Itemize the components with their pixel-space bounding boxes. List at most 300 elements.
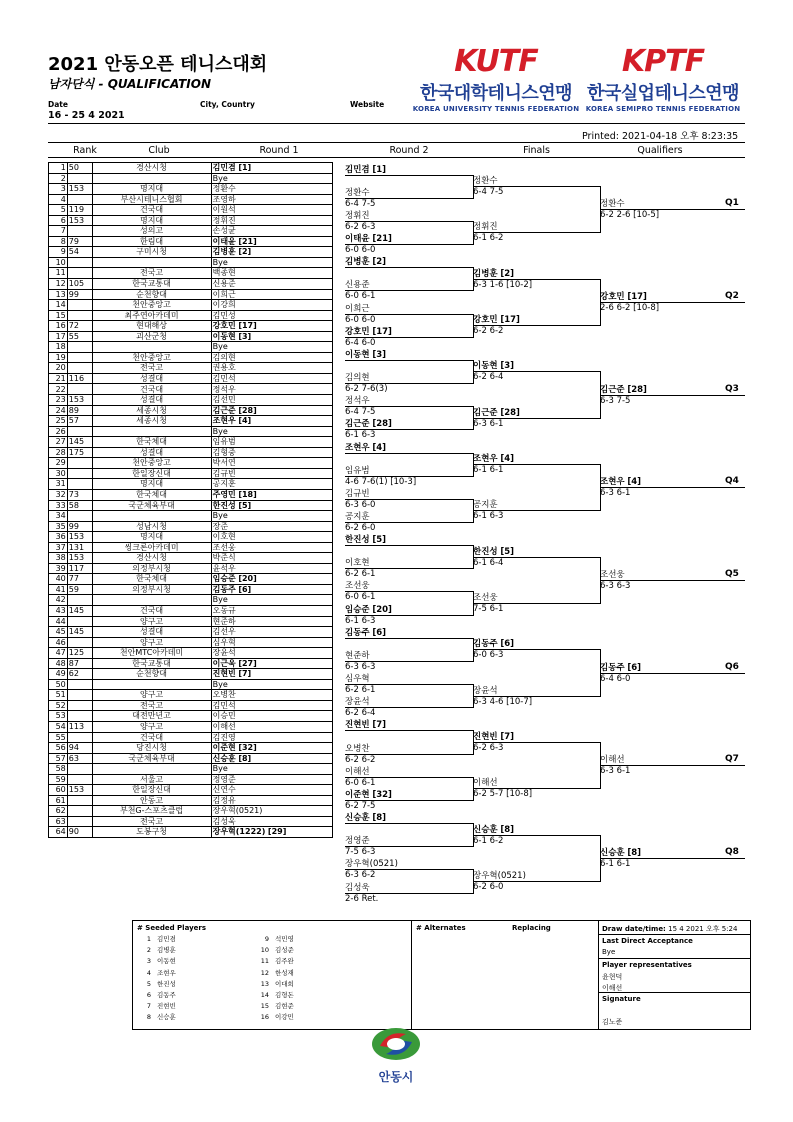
winner-seed: [8]: [627, 847, 642, 858]
player-name: 신용준: [212, 279, 236, 289]
finals-entry-name: [473, 593, 498, 603]
draw-club: [92, 257, 211, 268]
player-name: 장우혁(0521): [212, 806, 263, 816]
player-name: Bye: [212, 595, 228, 605]
finals-entry-score: 6-2 6-4: [473, 372, 504, 383]
draw-club: 순천향대: [92, 669, 211, 680]
round2-entry-name: [345, 605, 392, 615]
draw-club: 경산시청: [92, 553, 211, 564]
draw-player: [211, 194, 332, 205]
draw-rank: [67, 342, 92, 353]
draw-rank: 54: [67, 247, 92, 258]
finals-entry-name: [473, 408, 520, 418]
draw-position: 43: [49, 605, 68, 616]
qualifier-entry-score: 6-3 7-5: [600, 395, 631, 406]
draw-row: [49, 194, 333, 205]
draw-position: 51: [49, 690, 68, 701]
draw-club: 당진시청: [92, 743, 211, 754]
draw-player: [211, 743, 332, 754]
seeded-player: [137, 979, 252, 990]
winner-seed: [28]: [372, 419, 392, 430]
draw-player: [211, 553, 332, 564]
qualifier-entry-score: 6-3 6-1: [600, 488, 631, 499]
player-name: 장우혁(1222): [212, 827, 266, 837]
draw-player: [211, 658, 332, 669]
draw-player: [211, 511, 332, 522]
draw-row: [49, 426, 333, 437]
player-seed: [18]: [238, 489, 257, 499]
player-name: Bye: [212, 511, 228, 521]
draw-player: [211, 563, 332, 574]
draw-player: [211, 437, 332, 448]
draw-player: [211, 416, 332, 427]
winner-name: 정휘진: [345, 210, 370, 221]
finals-entry-name: [473, 454, 514, 464]
player-name: 김성욱: [212, 816, 236, 826]
draw-player: [211, 268, 332, 279]
draw-row: [49, 605, 333, 616]
seed-player-name: 김병훈: [157, 946, 176, 955]
qualifier-entry-name: [600, 292, 647, 302]
draw-player: [211, 489, 332, 500]
draw-row: [49, 352, 333, 363]
round2-entry-line: [345, 175, 473, 176]
draw-player: [211, 300, 332, 311]
player-seed: [3]: [238, 331, 252, 341]
draw-row: [49, 226, 333, 237]
seed-player-name: 신승훈: [157, 1013, 176, 1022]
draw-row: [49, 468, 333, 479]
qualifier-label: Q1: [725, 198, 739, 209]
winner-name: 이해선: [345, 766, 370, 777]
round2-entry-name: [345, 396, 370, 406]
finals-entry-name: [473, 871, 526, 881]
draw-rank: [67, 352, 92, 363]
seed-player-name: 조현우: [157, 968, 176, 977]
draw-club: [92, 511, 211, 522]
draw-row: [49, 700, 333, 711]
round2-entry-score: 6-0 6-1: [345, 291, 376, 302]
finals-entry-name: [473, 639, 514, 649]
kptf-korean-name: 한국실업테니스연맹: [587, 83, 739, 104]
draw-player: [211, 500, 332, 511]
winner-name: 김의현: [345, 373, 370, 384]
draw-player: [211, 753, 332, 764]
seeded-player: [255, 1012, 370, 1023]
draw-rank: 153: [67, 532, 92, 543]
draw-position: 13: [49, 289, 68, 300]
round2-entry-score: 6-2 6-2: [345, 754, 376, 765]
draw-player: [211, 447, 332, 458]
draw-rank: 55: [67, 331, 92, 342]
player-name: 김규빈: [212, 468, 236, 478]
player-name: 김정유: [212, 795, 236, 805]
winner-name: 신승훈: [345, 813, 370, 824]
draw-rank: 153: [67, 553, 92, 564]
draw-player: [211, 384, 332, 395]
seeded-player: [255, 934, 370, 945]
qualifier-entry-score: 6-3 6-3: [600, 580, 631, 591]
winner-name: 김동주: [600, 662, 625, 673]
draw-row: [49, 215, 333, 226]
player-seed: [20]: [238, 574, 257, 584]
draw-player: [211, 395, 332, 406]
draw-rank: [67, 774, 92, 785]
draw-player: [211, 321, 332, 332]
draw-club: 전국고: [92, 363, 211, 374]
winner-seed: [7]: [372, 720, 387, 731]
draw-position: 20: [49, 363, 68, 374]
draw-player: [211, 163, 332, 174]
page-title: 2021 안동오픈 테니스대회: [48, 54, 268, 75]
winner-name: 정환수: [473, 176, 498, 187]
player-name: 이동현: [212, 331, 236, 341]
draw-rank: [67, 700, 92, 711]
draw-club: 양구고: [92, 637, 211, 648]
draw-player: [211, 732, 332, 743]
winner-name: 정환수: [600, 199, 625, 210]
round2-entry-score: 6-2 6-1: [345, 569, 376, 580]
round2-entry-name: [345, 836, 370, 846]
qualifier-entry-score: 6-1 6-1: [600, 858, 631, 869]
col-rank-header: Rank: [73, 145, 97, 156]
draw-datetime-label: Draw date/time:: [602, 925, 666, 933]
draw-club: 성결대: [92, 627, 211, 638]
winner-name: 이준현: [345, 789, 370, 800]
seeded-player: [255, 979, 370, 990]
player-name: 김근준: [212, 405, 236, 415]
qualifier-entry-name: [600, 848, 641, 858]
draw-club: 국군체육부대: [92, 753, 211, 764]
winner-name: 김근준: [600, 384, 625, 395]
round2-entry-score: 2-6 Ret.: [345, 893, 379, 904]
round2-entry-name: [345, 883, 370, 893]
draw-player: [211, 426, 332, 437]
draw-row: [49, 785, 333, 796]
player-name: 장윤석: [212, 648, 236, 658]
draw-position: 44: [49, 616, 68, 627]
alternates-title: # Alternates: [416, 924, 466, 932]
draw-player: [211, 373, 332, 384]
draw-player: [211, 184, 332, 195]
winner-name: 김근준: [473, 407, 498, 418]
draw-position: 15: [49, 310, 68, 321]
draw-position: 18: [49, 342, 68, 353]
draw-row: [49, 384, 333, 395]
draw-club: 부산시테니스협회: [92, 194, 211, 205]
seed-player-name: 이동현: [157, 957, 176, 966]
kptf-logo: [582, 44, 744, 113]
qualifier-entry-score: 2-6 6-2 [10-8]: [600, 302, 660, 313]
draw-rank: [67, 479, 92, 490]
finals-entry-name: [473, 732, 514, 742]
player-seed: [7]: [238, 669, 252, 679]
draw-player: [211, 806, 332, 817]
draw-rank: 90: [67, 827, 92, 838]
player-seed: [4]: [238, 416, 252, 426]
winner-seed: [17]: [627, 291, 647, 302]
round2-entry-line: [345, 453, 473, 454]
draw-row: [49, 679, 333, 690]
player-name: 오동규: [212, 605, 236, 615]
draw-rank: 153: [67, 395, 92, 406]
seeded-player: [137, 1001, 252, 1012]
winner-seed: [6]: [372, 627, 387, 638]
qualifier-entry-score: 6-2 2-6 [10-5]: [600, 210, 660, 221]
draw-player: [211, 595, 332, 606]
draw-rank: [67, 679, 92, 690]
city-label: City, Country: [200, 100, 255, 109]
draw-player: [211, 532, 332, 543]
draw-position: 1: [49, 163, 68, 174]
round2-entry-name: [345, 628, 386, 638]
winner-seed: [28]: [627, 384, 647, 395]
draw-player: [211, 468, 332, 479]
date-value: 16 - 25 4 2021: [48, 110, 125, 121]
player-name: 김의현: [212, 352, 236, 362]
winner-name: 장우혁(0521): [345, 859, 398, 870]
draw-club: 건국대: [92, 732, 211, 743]
draw-row: [49, 795, 333, 806]
player-name: 임유범: [212, 437, 236, 447]
draw-rank: 145: [67, 605, 92, 616]
round2-entry-score: 6-2 7-5: [345, 800, 376, 811]
round2-entry-score: 6-2 6-4: [345, 708, 376, 719]
seed-number: 13: [260, 979, 269, 988]
draw-position: 21: [49, 373, 68, 384]
round2-entry-name: [345, 651, 370, 661]
draw-club: 성결대: [92, 395, 211, 406]
player-name: 현준하: [212, 616, 236, 626]
seeded-player: [137, 945, 252, 956]
draw-row: [49, 163, 333, 174]
footer-panel: [132, 920, 751, 1030]
player-name: 김민겸: [212, 163, 236, 173]
draw-position: 30: [49, 468, 68, 479]
draw-position: 6: [49, 215, 68, 226]
player-name: 김민성: [212, 310, 236, 320]
finals-entry-name: [473, 315, 520, 325]
draw-rank: 125: [67, 648, 92, 659]
draw-club: 명지대: [92, 215, 211, 226]
winner-name: 이태윤: [345, 234, 370, 245]
draw-player: [211, 795, 332, 806]
draw-club: 경산시청: [92, 163, 211, 174]
draw-rank: 72: [67, 321, 92, 332]
round2-entry-line: [345, 360, 473, 361]
draw-row: [49, 489, 333, 500]
draw-club: [92, 342, 211, 353]
draw-row: [49, 753, 333, 764]
player-name: 김민석: [212, 700, 236, 710]
draw-player: [211, 764, 332, 775]
seed-player-name: 이대희: [275, 979, 294, 988]
player-name: Bye: [212, 426, 228, 436]
finals-entry-name: [473, 176, 498, 186]
draw-row: [49, 405, 333, 416]
draw-row: [49, 816, 333, 827]
player-seed: [2]: [238, 247, 252, 257]
qualifier-label: Q3: [725, 383, 739, 394]
winner-name: 조선웅: [600, 569, 625, 580]
draw-club: 현대해상: [92, 321, 211, 332]
finals-entry-score: 6-2 6-3: [473, 743, 504, 753]
round2-entry-name: [345, 304, 370, 314]
alternates-section: [412, 921, 599, 1029]
qualifier-entry-name: [600, 663, 641, 673]
draw-rank: [67, 194, 92, 205]
officials-section: [599, 921, 750, 1029]
draw-rank: [67, 595, 92, 606]
draw-row: [49, 574, 333, 585]
player-name: 정환수: [212, 184, 236, 194]
round2-entry-name: [345, 188, 370, 198]
draw-row: [49, 236, 333, 247]
seeded-player: [255, 945, 370, 956]
kptf-english-name: KOREA SEMIPRO TENNIS FEDERATION: [585, 105, 741, 113]
draw-player: [211, 226, 332, 237]
winner-seed: [6]: [627, 662, 642, 673]
draw-player: [211, 479, 332, 490]
draw-rank: [67, 637, 92, 648]
draw-rank: [67, 226, 92, 237]
winner-name: 한진성: [473, 546, 498, 557]
round2-entry-line: [345, 267, 473, 268]
draw-position: 16: [49, 321, 68, 332]
draw-rank: 145: [67, 627, 92, 638]
player-seed: [32]: [238, 743, 257, 753]
seed-number: 9: [264, 935, 269, 943]
draw-position: 28: [49, 447, 68, 458]
draw-row: [49, 616, 333, 627]
winner-name: 신승훈: [600, 847, 625, 858]
round2-entry-name: [345, 720, 386, 730]
draw-rank: 99: [67, 521, 92, 532]
winner-name: 이호현: [345, 558, 370, 569]
player-seed: [28]: [238, 405, 257, 415]
finals-entry-name: [473, 547, 514, 557]
draw-position: 55: [49, 732, 68, 743]
draw-club: 한일장신대: [92, 468, 211, 479]
draw-position: 40: [49, 574, 68, 585]
draw-rank: 50: [67, 163, 92, 174]
round2-entry-name: [345, 350, 386, 360]
draw-club: 한일장신대: [92, 785, 211, 796]
draw-club: 천안중앙고: [92, 300, 211, 311]
winner-seed: [7]: [500, 732, 515, 742]
draw-position: 60: [49, 785, 68, 796]
draw-club: 성결대: [92, 373, 211, 384]
seeded-player: [255, 990, 370, 1001]
draw-position: 37: [49, 542, 68, 553]
date-label: Date: [48, 100, 68, 109]
player-name: 이강희: [212, 300, 236, 310]
draw-row: [49, 173, 333, 184]
draw-position: 58: [49, 764, 68, 775]
draw-club: 전국고: [92, 268, 211, 279]
draw-row: [49, 500, 333, 511]
finals-entry-score: 6-0 6-3: [473, 650, 504, 661]
draw-club: 순천향대: [92, 289, 211, 300]
player-name: 김진영: [212, 732, 236, 742]
draw-rank: 79: [67, 236, 92, 247]
seed-number: 16: [260, 1013, 269, 1022]
draw-club: 성남시청: [92, 521, 211, 532]
round2-entry-score: 6-4 7-5: [345, 407, 376, 418]
player-name: 박서연: [212, 458, 236, 468]
draw-player: [211, 289, 332, 300]
qualifier-entry-score: 6-4 6-0: [600, 673, 631, 684]
round2-entry-name: [345, 489, 370, 499]
seeded-players-section: [133, 921, 412, 1029]
player-name: 권용호: [212, 363, 236, 373]
draw-rank: [67, 616, 92, 627]
winner-name: 이희근: [345, 303, 370, 314]
seeded-player: [137, 990, 252, 1001]
round2-entry-score: 6-2 7-6(3): [345, 384, 388, 395]
player-name: Bye: [212, 764, 228, 774]
finals-entry-score: 6-3 6-1: [473, 418, 504, 429]
winner-seed: [17]: [500, 315, 520, 326]
draw-position: 56: [49, 743, 68, 754]
winner-seed: [5]: [372, 535, 387, 546]
draw-club: 건국대: [92, 205, 211, 216]
draw-rank: 153: [67, 184, 92, 195]
draw-club: 한국교통대: [92, 279, 211, 290]
round2-entry-score: 6-2 6-0: [345, 522, 376, 533]
draw-position: 52: [49, 700, 68, 711]
page-subtitle: 남자단식 - QUALIFICATION: [48, 77, 212, 91]
player-seed: [8]: [238, 753, 252, 763]
player-name: 김형중: [212, 447, 236, 457]
draw-row: [49, 553, 333, 564]
draw-club: 전국고: [92, 816, 211, 827]
draw-club: 천안중앙고: [92, 352, 211, 363]
round1-draw-table: [48, 162, 333, 838]
player-name: 이근욱: [212, 658, 236, 668]
draw-position: 47: [49, 648, 68, 659]
winner-seed: [2]: [372, 257, 387, 268]
draw-position: 11: [49, 268, 68, 279]
winner-seed: [3]: [372, 349, 387, 360]
qualifier-entry-score: 6-3 6-1: [600, 766, 631, 777]
draw-player: [211, 458, 332, 469]
winner-name: 조현우: [345, 442, 370, 453]
round2-entry-name: [345, 234, 392, 244]
seeded-list-9-16: [255, 934, 370, 1024]
draw-rank: [67, 384, 92, 395]
draw-row: [49, 437, 333, 448]
qualifier-label: Q2: [725, 290, 739, 301]
draw-rank: 175: [67, 447, 92, 458]
finals-entry-name: [473, 222, 498, 232]
draw-club: 한국체대: [92, 574, 211, 585]
round2-entry-name: [345, 327, 392, 337]
draw-club: 명지대: [92, 479, 211, 490]
draw-row: [49, 743, 333, 754]
winner-name: 조현우: [473, 454, 498, 465]
draw-club: 의정부시청: [92, 584, 211, 595]
draw-position: 23: [49, 395, 68, 406]
draw-position: 25: [49, 416, 68, 427]
draw-player: [211, 205, 332, 216]
draw-club: 국군체육부대: [92, 500, 211, 511]
winner-name: 김근준: [345, 419, 370, 430]
round2-entry-score: 6-1 6-3: [345, 430, 376, 441]
seed-player-name: 김민겸: [157, 935, 176, 943]
winner-name: 김병훈: [345, 257, 370, 268]
player-name: 공지훈: [212, 479, 236, 489]
